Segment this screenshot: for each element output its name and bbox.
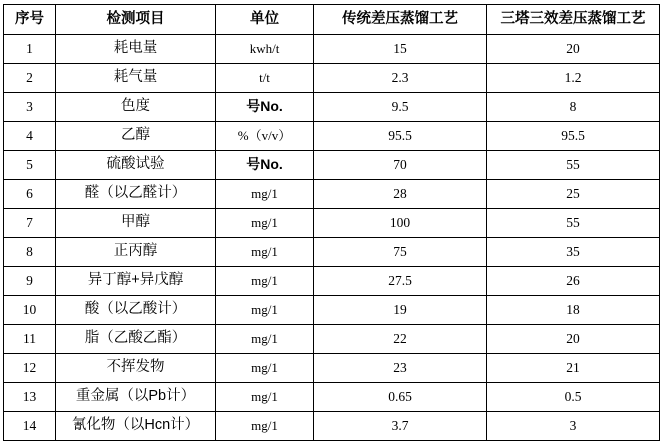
- cell-item: 氰化物（以Hcn计）: [56, 412, 216, 441]
- cell-index: 11: [4, 325, 56, 354]
- cell-index: 13: [4, 383, 56, 412]
- table-row: [4, 209, 660, 238]
- cell-item: 异丁醇+异戊醇: [56, 267, 216, 296]
- cell-index: 5: [4, 151, 56, 180]
- cell-traditional: 27.5: [314, 267, 487, 296]
- cell-item: 脂（乙酸乙酯）: [56, 325, 216, 354]
- table-row: [4, 151, 660, 180]
- cell-traditional: 19: [314, 296, 487, 325]
- column-header-index: 序号: [4, 5, 56, 35]
- cell-threetower: 55: [487, 151, 660, 180]
- cell-threetower: 20: [487, 325, 660, 354]
- table-header-row: [4, 5, 660, 35]
- table-row: [4, 354, 660, 383]
- cell-index: 6: [4, 180, 56, 209]
- table-row: [4, 180, 660, 209]
- cell-item: 不挥发物: [56, 354, 216, 383]
- cell-unit: mg/1: [216, 267, 314, 296]
- column-header-threetower: 三塔三效差压蒸馏工艺: [487, 5, 660, 35]
- cell-item: 硫酸试验: [56, 151, 216, 180]
- column-header-traditional: 传统差压蒸馏工艺: [314, 5, 487, 35]
- table-row: [4, 296, 660, 325]
- cell-threetower: 18: [487, 296, 660, 325]
- cell-traditional: 95.5: [314, 122, 487, 151]
- cell-unit: mg/1: [216, 412, 314, 441]
- cell-item: 醛（以乙醛计）: [56, 180, 216, 209]
- table-row: [4, 412, 660, 441]
- cell-traditional: 28: [314, 180, 487, 209]
- cell-threetower: 35: [487, 238, 660, 267]
- cell-traditional: 9.5: [314, 93, 487, 122]
- cell-traditional: 100: [314, 209, 487, 238]
- cell-item: 正丙醇: [56, 238, 216, 267]
- table-header: [4, 5, 660, 35]
- table-row: [4, 35, 660, 64]
- cell-unit: mg/1: [216, 325, 314, 354]
- cell-item: 酸（以乙酸计）: [56, 296, 216, 325]
- cell-traditional: 15: [314, 35, 487, 64]
- cell-item: 耗电量: [56, 35, 216, 64]
- cell-item: 甲醇: [56, 209, 216, 238]
- cell-index: 3: [4, 93, 56, 122]
- cell-traditional: 23: [314, 354, 487, 383]
- cell-threetower: 1.2: [487, 64, 660, 93]
- cell-threetower: 26: [487, 267, 660, 296]
- cell-threetower: 0.5: [487, 383, 660, 412]
- cell-index: 1: [4, 35, 56, 64]
- cell-unit: mg/1: [216, 383, 314, 412]
- cell-unit: mg/1: [216, 354, 314, 383]
- cell-unit: mg/1: [216, 238, 314, 267]
- table-row: [4, 325, 660, 354]
- cell-threetower: 8: [487, 93, 660, 122]
- cell-index: 9: [4, 267, 56, 296]
- cell-item: 耗气量: [56, 64, 216, 93]
- cell-unit: mg/1: [216, 296, 314, 325]
- cell-unit: 号No.: [216, 151, 314, 180]
- cell-unit: mg/1: [216, 209, 314, 238]
- column-header-item: 检测项目: [56, 5, 216, 35]
- cell-threetower: 3: [487, 412, 660, 441]
- cell-item: 色度: [56, 93, 216, 122]
- cell-traditional: 3.7: [314, 412, 487, 441]
- cell-threetower: 55: [487, 209, 660, 238]
- cell-index: 8: [4, 238, 56, 267]
- table-row: [4, 64, 660, 93]
- column-header-unit: 单位: [216, 5, 314, 35]
- table-body: [4, 35, 660, 441]
- cell-unit: kwh/t: [216, 35, 314, 64]
- table-row: [4, 238, 660, 267]
- cell-index: 12: [4, 354, 56, 383]
- table-row: [4, 267, 660, 296]
- table-row: [4, 93, 660, 122]
- cell-threetower: 95.5: [487, 122, 660, 151]
- cell-unit: 号No.: [216, 93, 314, 122]
- comparison-table: [3, 4, 660, 441]
- cell-index: 14: [4, 412, 56, 441]
- cell-traditional: 70: [314, 151, 487, 180]
- cell-index: 2: [4, 64, 56, 93]
- cell-threetower: 21: [487, 354, 660, 383]
- cell-threetower: 20: [487, 35, 660, 64]
- cell-item: 重金属（以Pb计）: [56, 383, 216, 412]
- cell-unit: mg/1: [216, 180, 314, 209]
- cell-threetower: 25: [487, 180, 660, 209]
- cell-traditional: 2.3: [314, 64, 487, 93]
- cell-unit: %（v/v）: [216, 122, 314, 151]
- cell-index: 10: [4, 296, 56, 325]
- cell-traditional: 22: [314, 325, 487, 354]
- cell-traditional: 0.65: [314, 383, 487, 412]
- cell-traditional: 75: [314, 238, 487, 267]
- table-row: [4, 122, 660, 151]
- cell-index: 4: [4, 122, 56, 151]
- cell-item: 乙醇: [56, 122, 216, 151]
- table-row: [4, 383, 660, 412]
- cell-unit: t/t: [216, 64, 314, 93]
- cell-index: 7: [4, 209, 56, 238]
